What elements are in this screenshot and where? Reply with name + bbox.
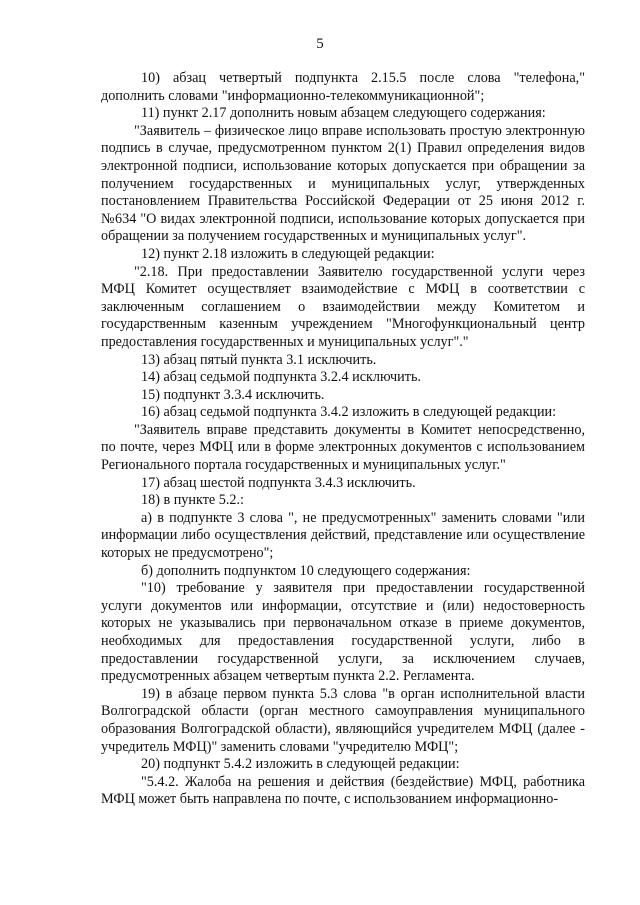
paragraph-item-11: 11) пункт 2.17 дополнить новым абзацем следующего содержания: [141,105,546,122]
paragraph-item-16: 16) абзац седьмой подпункта 3.4.2 изложить в следующей редакции: [141,404,557,421]
quoted-paragraph: "Заявитель – физическое лицо вправе использовать простую электронную подпись в случае, предусмотренном пунктом 2(1) Правил определения видов электронной подписи, использование которых допускается при обращении за получением государственных и муниципальных услуг, утвержденных постановлением Правительства Российской Федерации от 25 июня 2012 г. №634 "О видах электронной подписи, использование которых допускается при обращении за получением государственных и муниципальных услуг". [101,122,585,245]
paragraph-sub-b: б) дополнить подпунктом 10 следующего содержания: [141,562,471,579]
quoted-paragraph: "2.18. При предоставлении Заявителю государственной услуги через МФЦ Комитет осуществляет взаимодействие с МФЦ в соответствии с заключенным соглашением о взаимодействии между Комитетом и государственным казенным учреждением "Многофункциональный центр предоставления государственных и муниципальных услуг"." [101,263,585,350]
paragraph-item-15: 15) подпункт 3.3.4 исключить. [141,386,325,403]
paragraph-item-17: 17) абзац шестой подпункта 3.4.3 исключить. [141,474,416,491]
quoted-paragraph: "10) требование у заявителя при предоставлении государственной услуги документов или информации, отсутствие и (или) недостоверность которых не указывались при первоначальном отказе в приеме документов, необходимых для предоставления государственной услуги, либо в предоставлении государственной услуги, за исключением случаев, предусмотренных абзацем четвертым пункта 2.2. Регламента. [101,580,585,685]
paragraph-item-18: 18) в пункте 5.2.: [141,492,244,509]
paragraph-item-14: 14) абзац седьмой подпункта 3.2.4 исключить. [141,369,421,386]
paragraph-item-13: 13) абзац пятый пункта 3.1 исключить. [141,351,377,368]
paragraph-item-19: 19) в абзаце первом пункта 5.3 слова "в орган исполнительной власти Волгоградской области (орган местного самоуправления муниципального образования Волгоградской области), являющийся учредителем МФЦ (далее - учредитель МФЦ)" заменить словами "учредителю МФЦ"; [101,685,585,755]
quoted-paragraph: "Заявитель вправе представить документы в Комитет непосредственно, по почте, через МФЦ или в форме электронных документов с использованием Регионального портала государственных и муниципальных услуг." [101,421,585,474]
page-number: 5 [316,36,324,52]
paragraph-item-10: 10) абзац четвертый подпункта 2.15.5 после слова "телефона," дополнить словами "информационно-телекоммуникационной"; [101,70,585,104]
document-body [101,70,585,809]
paragraph-item-12: 12) пункт 2.18 изложить в следующей редакции: [141,245,435,262]
paragraph-item-20: 20) подпункт 5.4.2 изложить в следующей редакции: [141,756,460,773]
paragraph-sub-a: а) в подпункте 3 слова ", не предусмотренных" заменить словами "или информации либо осуществления действий, представление или осуществление которых не предусмотрено"; [101,509,585,562]
quoted-paragraph: "5.4.2. Жалоба на решения и действия (бездействие) МФЦ, работника МФЦ может быть направлена по почте, с использованием информационно- [101,773,585,808]
